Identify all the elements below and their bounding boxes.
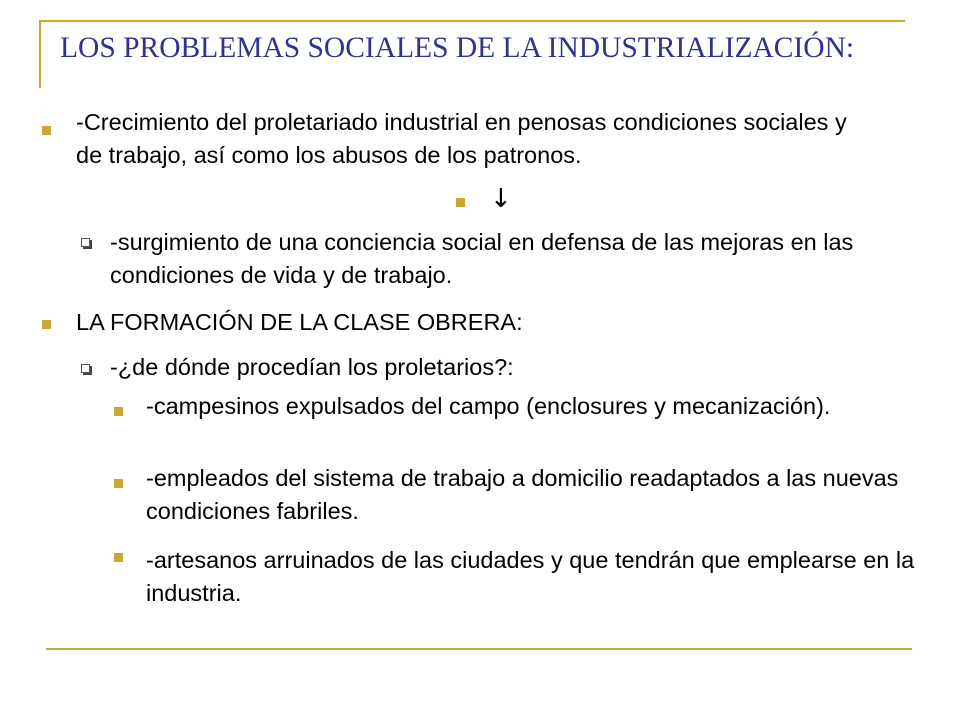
- frame-rule-bottom: [46, 648, 912, 650]
- slide-title: LOS PROBLEMAS SOCIALES DE LA INDUSTRIALIZACIÓN:: [60, 32, 855, 64]
- bullet-crecimiento: -Crecimiento del proletariado industrial en penosas condiciones sociales y de trabajo, así como los abusos de los patronos.: [76, 109, 847, 168]
- down-arrow-icon: ↓: [490, 184, 512, 214]
- bullet-square-icon: [42, 126, 51, 135]
- bullet-square-icon: [456, 198, 465, 207]
- bullet-square-icon: [42, 320, 51, 329]
- sub-bullet-conciencia: -surgimiento de una conciencia social en defensa de las mejoras en las condiciones de vida y de trabajo.: [110, 229, 854, 288]
- hollow-square-icon: [81, 238, 90, 247]
- list-item-empleados: -empleados del sistema de trabajo a domicilio readaptados a las nuevas condiciones fabriles.: [146, 465, 899, 524]
- list-item-campesinos: -campesinos expulsados del campo (enclosures y mecanización).: [146, 393, 831, 419]
- hollow-square-icon: [81, 364, 90, 373]
- frame-rule-top: [39, 20, 905, 22]
- bullet-square-icon: [114, 479, 123, 488]
- bullet-square-icon: [114, 407, 123, 416]
- sub-bullet-proletarios: -¿de dónde procedían los proletarios?:: [110, 354, 514, 380]
- list-item-artesanos: -artesanos arruinados de las ciudades y que tendrán que emplearse en la industria.: [146, 547, 915, 606]
- frame-rule-left: [39, 20, 41, 88]
- bullet-formacion: LA FORMACIÓN DE LA CLASE OBRERA:: [76, 309, 523, 335]
- bullet-square-icon: [114, 553, 123, 562]
